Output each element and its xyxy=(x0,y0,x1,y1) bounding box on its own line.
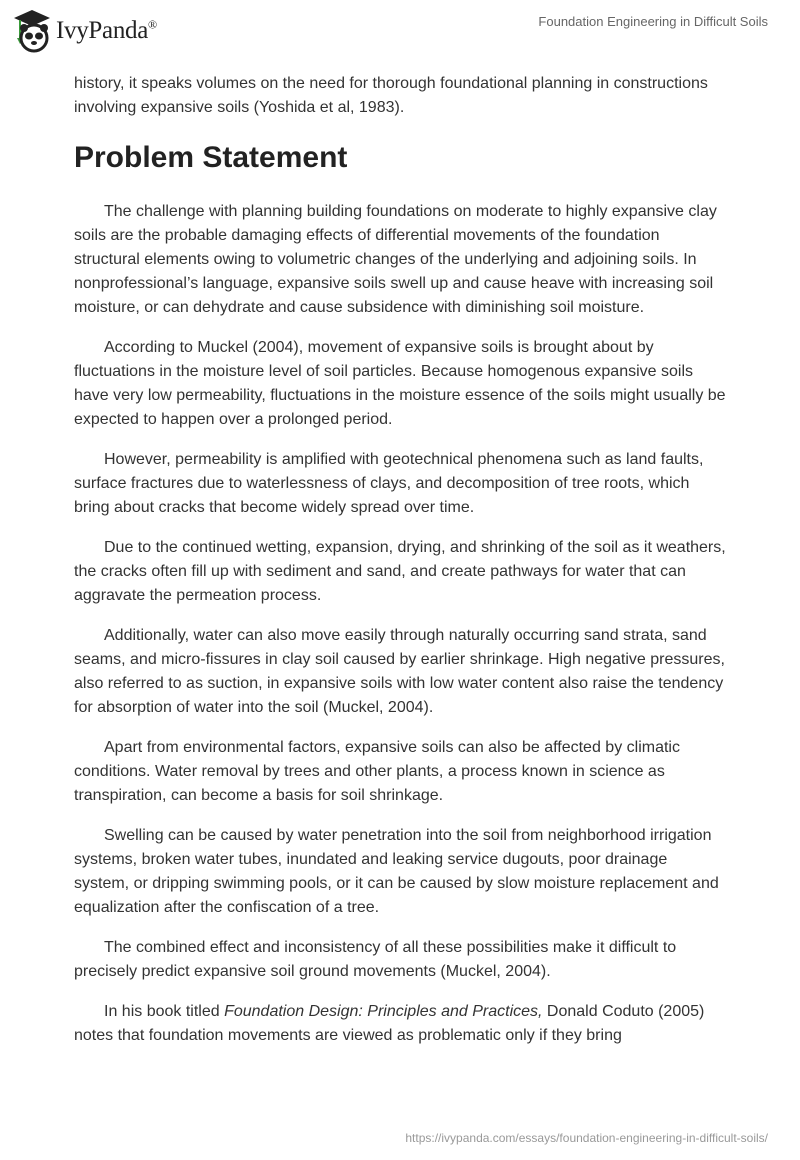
text: In his book titled xyxy=(104,1003,225,1020)
logo[interactable] xyxy=(12,8,157,54)
text: Donald Coduto (2005) notes that foundation movements are viewed as problematic only if they bring xyxy=(74,1003,705,1044)
paragraph: Due to the continued wetting, expansion, drying, and shrinking of the soil as it weathers, the cracks often fill up with sediment and sand, and create pathways for water that can aggravate the permeation process. xyxy=(74,539,726,604)
book-title: Foundation Design: Principles and Practices, xyxy=(224,1003,543,1020)
paragraph: Apart from environmental factors, expansive soils can also be affected by climatic conditions. Water removal by trees and other plants, a process known in science as transpiration, can become a basis for soil shrinkage. xyxy=(74,739,680,804)
document-title: Foundation Engineering in Difficult Soils xyxy=(538,14,768,29)
paragraph: Swelling can be caused by water penetration into the soil from neighborhood irrigation systems, broken water tubes, inundated and leaking service dugouts, poor drainage system, or dripping swimming pools, or it can be caused by slow moisture replacement and equalization after the confiscation of a tree. xyxy=(74,827,719,916)
article-body xyxy=(74,72,726,1064)
paragraph: The combined effect and inconsistency of all these possibilities make it difficult to precisely predict expansive soil ground movements (Muckel, 2004). xyxy=(74,939,677,980)
paragraph xyxy=(74,1000,726,1048)
paragraph: The challenge with planning building foundations on moderate to highly expansive clay soils are the probable damaging effects of differential movements of the foundation structural elements owing to volumetric changes of the underlying and adjoining soils. In nonprofessional’s language, expansive soils swell up and cause heave with increasing soil moisture, or can dehydrate and cause subsidence with diminishing soil moisture. xyxy=(74,203,717,316)
paragraph: However, permeability is amplified with geotechnical phenomena such as land faults, surface fractures due to waterlessness of clays, and decomposition of tree roots, which bring about cracks that become widely spread over time. xyxy=(74,451,704,516)
paragraph: According to Muckel (2004), movement of expansive soils is brought about by fluctuations in the moisture level of soil particles. Because homogenous expansive soils have very low permeability, fluctuations in the moisture essence of the soils might usually be expected to happen over a prolonged period. xyxy=(74,339,726,428)
panda-logo-icon xyxy=(12,8,52,54)
logo-text: IvyPanda® xyxy=(56,17,157,44)
section-heading: Problem Statement xyxy=(74,141,348,174)
footer-url[interactable]: https://ivypanda.com/essays/foundation-engineering-in-difficult-soils/ xyxy=(405,1131,768,1145)
paragraph: Additionally, water can also move easily through naturally occurring sand strata, sand seams, and micro-fissures in clay soil caused by earlier shrinkage. High negative pressures, also referred to as suction, in expansive soils with low water content also raise the tendency for absorption of water into the soil (Muckel, 2004). xyxy=(74,627,725,716)
header xyxy=(0,0,800,60)
intro-paragraph: history, it speaks volumes on the need for thorough foundational planning in constructions involving expansive soils (Yoshida et al, 1983). xyxy=(74,75,708,116)
